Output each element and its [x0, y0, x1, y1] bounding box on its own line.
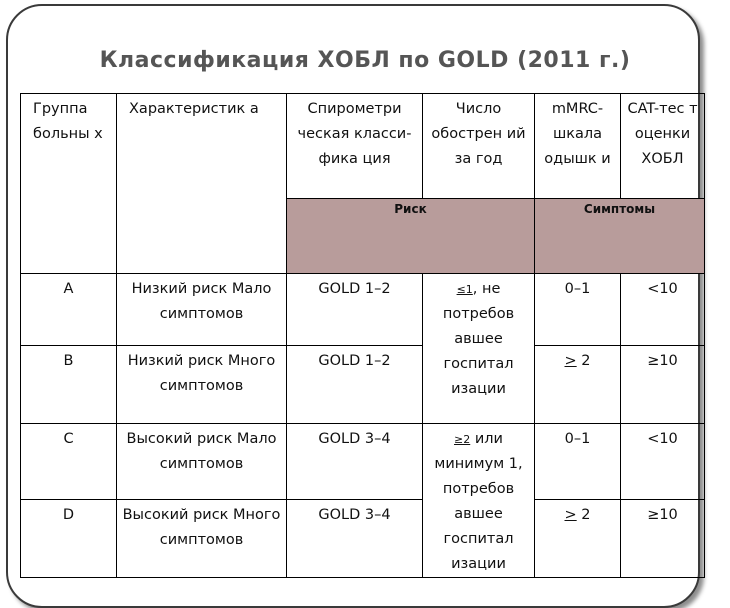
table-row: [21, 424, 705, 500]
cell-gold: GOLD 3–4: [287, 500, 423, 578]
cell-characteristic: Низкий риск Много симптомов: [117, 346, 287, 424]
table-row: [21, 346, 705, 424]
gold-table-container: [20, 93, 704, 572]
header-characteristic: Характеристик а: [117, 94, 287, 274]
header-group: Группа больны х: [21, 94, 117, 274]
cell-mmrc: > 2: [535, 500, 621, 578]
gold-classification-table: [20, 93, 705, 578]
band-symptoms: Симптомы: [535, 199, 705, 274]
ge-symbol: >: [564, 507, 577, 523]
table-row: [21, 274, 705, 346]
ge2-symbol: ≥2: [454, 433, 471, 446]
cell-cat: <10: [621, 424, 705, 500]
page-title: Классификация ХОБЛ по GOLD (2011 г.): [99, 48, 631, 73]
exac-low-text: , не потребов авшее госпитал изации: [442, 281, 515, 397]
cell-mmrc: > 2: [535, 346, 621, 424]
cell-group: C: [21, 424, 117, 500]
header-spirometry: Спирометри ческая класси-фика ция: [287, 94, 423, 199]
ge-symbol: >: [564, 353, 577, 369]
cell-mmrc: 0–1: [535, 274, 621, 346]
header-exacerbations: Число обострен ий за год: [423, 94, 535, 199]
cell-group: D: [21, 500, 117, 578]
cell-cat: ≥10: [621, 346, 705, 424]
table-row: [21, 500, 705, 578]
cell-exacerbations-high: [423, 424, 535, 578]
cell-gold: GOLD 3–4: [287, 424, 423, 500]
cell-exacerbations-low: [423, 274, 535, 424]
cell-characteristic: Низкий риск Мало симптомов: [117, 274, 287, 346]
cell-gold: GOLD 1–2: [287, 274, 423, 346]
exac-high-text: или минимум 1, потребов авшее госпитал изации: [434, 431, 523, 572]
header-cat: CAT-тес т оценки ХОБЛ: [621, 94, 705, 199]
header-mmrc: mMRC- шкала одышк и: [535, 94, 621, 199]
band-risk: Риск: [287, 199, 535, 274]
cell-characteristic: Высокий риск Много симптомов: [117, 500, 287, 578]
cell-group: A: [21, 274, 117, 346]
cell-gold: GOLD 1–2: [287, 346, 423, 424]
cell-mmrc: 0–1: [535, 424, 621, 500]
cell-characteristic: Высокий риск Мало симптомов: [117, 424, 287, 500]
cell-cat: ≥10: [621, 500, 705, 578]
cell-cat: <10: [621, 274, 705, 346]
le-symbol: ≤1: [456, 283, 473, 296]
cell-group: B: [21, 346, 117, 424]
